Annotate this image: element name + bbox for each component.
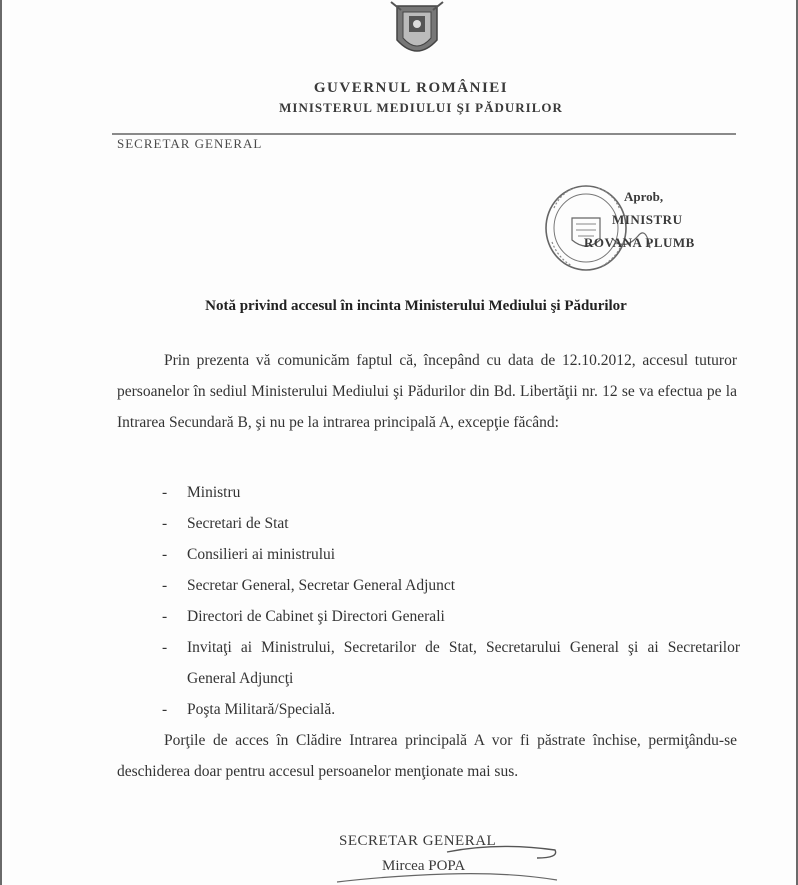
list-item: - Invitaţi ai Ministrului, Secretarilor de Stat, Secretarului General şi ai Secretarilor General Adjuncţi — [162, 639, 740, 687]
list-item: - Secretari de Stat — [162, 515, 289, 532]
list-item-text: Secretar General, Secretar General Adjunct — [187, 577, 456, 594]
approval-label: Aprob, — [624, 189, 664, 204]
approval-role: MINISTRU — [612, 212, 683, 227]
document-title: Notă privind accesul în incinta Ministerului Mediului şi Pădurilor — [205, 298, 627, 314]
list-item-text: Poşta Militară/Specială. — [187, 701, 336, 718]
list-item-text: Ministru — [187, 484, 241, 501]
list-item-text: Secretari de Stat — [187, 515, 289, 532]
signature-role: SECRETAR GENERAL — [339, 833, 497, 849]
ministry-heading: MINISTERUL MEDIULUI ŞI PĂDURILOR — [279, 100, 563, 115]
department-label: SECRETAR GENERAL — [117, 136, 263, 151]
coat-of-arms-icon — [387, 0, 447, 62]
header-divider — [112, 133, 736, 135]
list-item: - Consilieri ai ministrului — [162, 546, 336, 563]
exceptions-list — [162, 477, 740, 725]
closing-paragraph: Porţile de acces în Clădire Intrarea principală A vor fi păstrate închise, permiţându-se deschiderea doar pentru accesul persoanelor menţionate mai sus. — [117, 732, 737, 780]
list-item: - Secretar General, Secretar General Adjunct — [162, 577, 456, 594]
government-heading: GUVERNUL ROMÂNIEI — [313, 80, 509, 96]
approval-name: ROVANA PLUMB — [584, 235, 695, 250]
signature-name: Mircea POPA — [382, 858, 466, 874]
list-item: - Directori de Cabinet şi Directori Generali — [162, 608, 445, 625]
list-item-text: Consilieri ai ministrului — [187, 546, 336, 563]
list-item: - Poşta Militară/Specială. — [162, 701, 336, 718]
list-item-text: Directori de Cabinet şi Directori Generali — [187, 608, 445, 625]
intro-paragraph: Prin prezenta vă comunicăm faptul că, începând cu data de 12.10.2012, accesul tuturor persoanelor în sediul Ministerului Mediului şi Pădurilor din Bd. Libertăţii nr. 12 se va efectua pe la Intrarea Secundară B, şi nu pe la intrarea principală A, excepţie făcând: — [117, 352, 737, 431]
approval-block — [584, 185, 732, 254]
list-item-text: Invitaţi ai Ministrului, Secretarilor de Stat, Secretarului General şi ai Secretarilor General Adjuncţi — [187, 639, 740, 687]
list-item: - Ministru — [162, 484, 241, 501]
